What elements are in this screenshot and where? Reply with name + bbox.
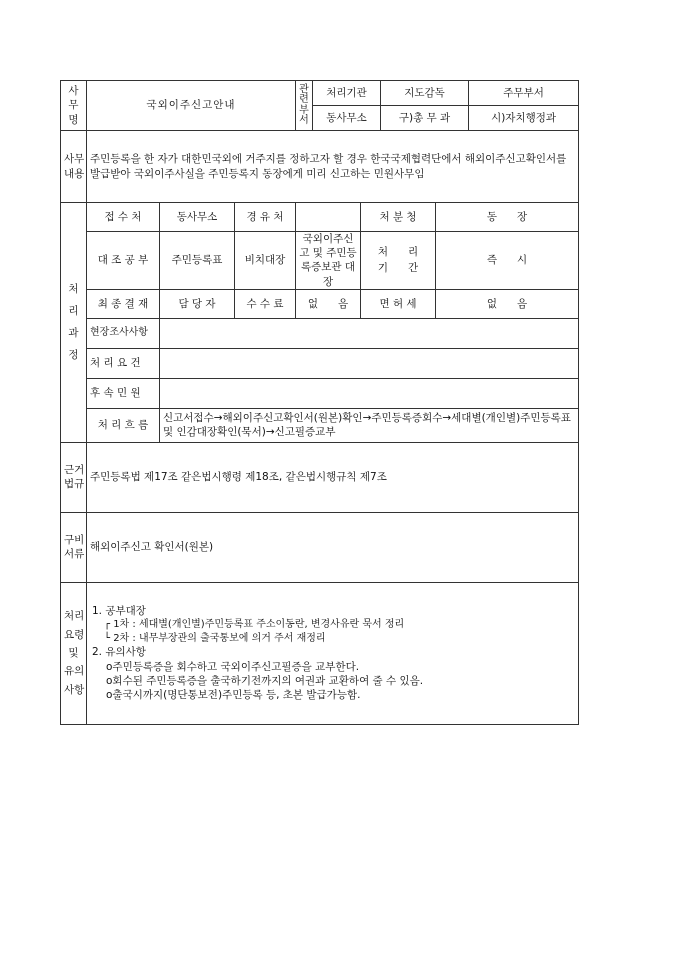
processing-agency-value: 동사무소: [313, 106, 381, 131]
notes-section1-title: 1. 공부대장: [92, 605, 146, 618]
notes-section2-title: 2. 유의사항: [92, 646, 146, 659]
related-dept-label: 관 련 부 서: [296, 81, 313, 131]
follow-up-value: [160, 378, 579, 408]
notice-form: [60, 80, 579, 725]
work-name-label: 사 무 명: [61, 81, 87, 131]
work-content-text: 주민등록을 한 자가 대한민국외에 거주지를 정하고자 할 경우 한국국제협력단에서 해외이주신고확인서를 발급받아 국외이주사실을 주민등록지 동장에게 미리 신고하는 민원사무임: [87, 131, 579, 203]
processing-period-label: 처 리 기 간: [361, 232, 436, 290]
processing-flow-text: 신고서접수→해외이주신고확인서(원본)확인→주민등록증회수→세대별(개인별)주민등록표 및 인감대장확인(묵서)→신고필증교부: [160, 408, 579, 442]
notes-section1-item1: ┌ 1차 : 세대별(개인별)주민등록표 주소이동란, 변경사유란 묵서 정리: [104, 619, 405, 631]
reference-ledger-label: 대 조 공 부: [87, 232, 160, 290]
notes-section2-item2: o회수된 주민등록증을 출국하기전까지의 여권과 교환하여 줄 수 있음.: [106, 674, 424, 687]
fee-value: 없 음: [296, 289, 361, 318]
site-inspection-label: 현장조사사항: [87, 318, 160, 348]
supervision-value: 구)총 무 과: [381, 106, 469, 131]
disposal-label: 처 분 청: [361, 203, 436, 232]
via-label: 경 유 처: [235, 203, 296, 232]
process-label: 처 리 과 정: [61, 203, 87, 443]
processing-agency-header: 처리기관: [313, 81, 381, 106]
disposal-value: 동 장: [436, 203, 579, 232]
supervision-header: 지도감독: [381, 81, 469, 106]
final-approval-value: 담 당 자: [160, 289, 235, 318]
processing-requirements-value: [160, 348, 579, 378]
final-approval-label: 최 종 결 재: [87, 289, 160, 318]
site-inspection-value: [160, 318, 579, 348]
license-tax-value: 없 음: [436, 289, 579, 318]
processing-period-value: 즉 시: [436, 232, 579, 290]
license-tax-label: 면 허 세: [361, 289, 436, 318]
main-dept-header: 주무부서: [469, 81, 579, 106]
required-documents-label: 구비 서류: [61, 512, 87, 582]
notes-section2-item1: o주민등록증을 회수하고 국외이주신고필증을 교부한다.: [106, 660, 360, 673]
notes-body: [87, 582, 579, 724]
notes-section2-item3: o출국시까지(명단통보전)주민등록 등, 초본 발급가능함.: [106, 688, 361, 701]
fee-label: 수 수 료: [235, 289, 296, 318]
reception-label: 접 수 처: [87, 203, 160, 232]
reference-ledger-value: 주민등록표: [160, 232, 235, 290]
required-documents-text: 해외이주신고 확인서(원본): [87, 512, 579, 582]
kept-ledger-label: 비치대장: [235, 232, 296, 290]
work-content-label: 사무 내용: [61, 131, 87, 203]
notes-label: 처리 요령 및 유의 사항: [61, 582, 87, 724]
processing-requirements-label: 처 리 요 건: [87, 348, 160, 378]
notes-section1-item2: └ 2차 : 내무부장관의 출국통보에 의거 주서 재정리: [104, 632, 326, 644]
legal-basis-label: 근거 법규: [61, 442, 87, 512]
reception-value: 동사무소: [160, 203, 235, 232]
via-value: [296, 203, 361, 232]
page-title: 국외이주신고안내: [87, 81, 296, 131]
processing-flow-label: 처 리 흐 름: [87, 408, 160, 442]
legal-basis-text: 주민등록법 제17조 같은법시행령 제18조, 같은법시행규칙 제7조: [87, 442, 579, 512]
main-dept-value: 시)자치행정과: [469, 106, 579, 131]
kept-ledger-value: 국외이주신고 및 주민등록증보관 대장: [296, 232, 361, 290]
follow-up-label: 후 속 민 원: [87, 378, 160, 408]
